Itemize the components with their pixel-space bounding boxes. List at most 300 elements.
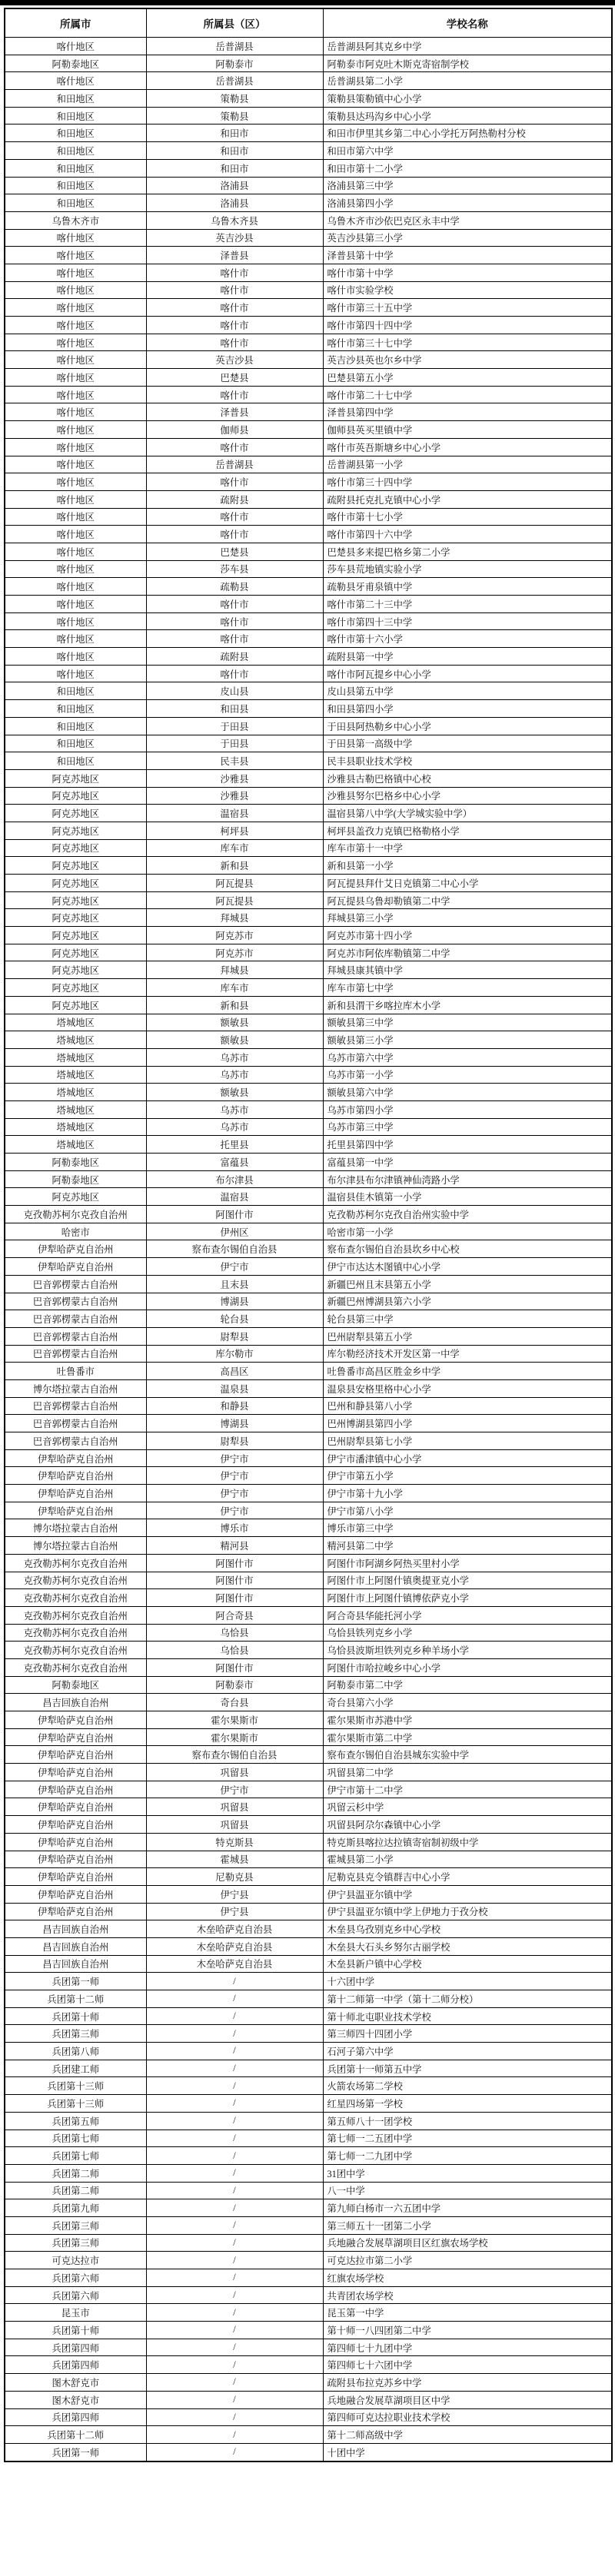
county-cell: 和静县	[146, 1397, 323, 1415]
table-row	[5, 1118, 612, 1136]
city-cell: 伊犁哈萨克自治州	[5, 1502, 146, 1519]
city-cell: 兵团第十三师	[5, 2077, 146, 2095]
table-row	[5, 1379, 612, 1397]
city-cell: 伊犁哈萨克自治州	[5, 1781, 146, 1798]
table-row	[5, 1642, 612, 1659]
city-cell: 伊犁哈萨克自治州	[5, 1851, 146, 1868]
county-cell: 博乐市	[146, 1519, 323, 1537]
school-cell: 巴楚县多来提巴格乡第二小学	[323, 543, 612, 560]
county-cell: /	[146, 2339, 323, 2356]
table-header	[5, 8, 612, 38]
city-cell: 吐鲁番市	[5, 1363, 146, 1380]
county-cell: 喀什市	[146, 281, 323, 299]
city-cell: 喀什地区	[5, 543, 146, 560]
school-cell: 和田市伊里其乡第二中心小学托万阿热勒村分校	[323, 124, 612, 142]
city-cell: 塔城地区	[5, 1118, 146, 1136]
school-cell: 托里县第四中学	[323, 1136, 612, 1154]
county-cell: 巴楚县	[146, 543, 323, 560]
table-row	[5, 1676, 612, 1694]
county-cell: /	[146, 2216, 323, 2234]
city-cell: 喀什地区	[5, 264, 146, 281]
county-cell: 和田市	[146, 142, 323, 160]
city-cell: 巴音郭楞蒙古自治州	[5, 1310, 146, 1328]
county-cell: 巩留县	[146, 1816, 323, 1834]
table-row	[5, 1554, 612, 1572]
county-cell: 轮台县	[146, 1310, 323, 1328]
table-row	[5, 612, 612, 630]
school-cell: 岳普湖县第一小学	[323, 456, 612, 473]
table-row	[5, 944, 612, 961]
table-row	[5, 2043, 612, 2060]
school-cell: 木垒县新户镇中心学校	[323, 1955, 612, 1973]
city-cell: 博尔塔拉蒙古自治州	[5, 1537, 146, 1555]
table-row	[5, 2060, 612, 2077]
school-cell: 喀什市第四十四中学	[323, 317, 612, 334]
school-cell: 温宿县第八中学(大学城实验中学）	[323, 805, 612, 822]
county-cell: /	[146, 2304, 323, 2322]
school-cell: 巴州博湖县第四小学	[323, 1415, 612, 1432]
county-cell: 额敏县	[146, 1031, 323, 1049]
table-row	[5, 281, 612, 299]
county-cell: /	[146, 2199, 323, 2217]
school-cell: 疏勒县牙甫泉镇中学	[323, 578, 612, 596]
school-cell: 和田市第六中学	[323, 142, 612, 160]
table-row	[5, 2408, 612, 2426]
county-cell: 喀什市	[146, 508, 323, 526]
county-cell: /	[146, 2060, 323, 2077]
city-cell: 阿克苏地区	[5, 857, 146, 875]
table-row	[5, 526, 612, 543]
table-row	[5, 2339, 612, 2356]
school-cell: 昆玉第一中学	[323, 2304, 612, 2322]
page-body	[0, 5, 615, 2462]
county-cell: 阿图什市	[146, 1206, 323, 1223]
school-cell: 策勒县策勒镇中心小学	[323, 90, 612, 108]
county-cell: 伊州区	[146, 1223, 323, 1240]
school-cell: 喀什市第二十三中学	[323, 596, 612, 613]
school-cell: 喀什市第十中学	[323, 264, 612, 281]
table-row	[5, 2426, 612, 2444]
school-cell: 泽普县第四中学	[323, 403, 612, 421]
school-cell: 奇台县第六小学	[323, 1694, 612, 1711]
city-cell: 图木舒克市	[5, 2391, 146, 2408]
county-cell: 温宿县	[146, 805, 323, 822]
school-cell: 英吉沙县英也尔乡中学	[323, 351, 612, 369]
county-cell: 喀什市	[146, 386, 323, 403]
city-cell: 喀什地区	[5, 456, 146, 473]
city-cell: 塔城地区	[5, 1031, 146, 1049]
school-cell: 伊宁市达达木图镇中心小学	[323, 1258, 612, 1276]
county-cell: 伊宁市	[146, 1449, 323, 1467]
table-row	[5, 1415, 612, 1432]
school-cell: 克孜勒苏柯尔克孜自治州实验中学	[323, 1206, 612, 1223]
city-cell: 伊犁哈萨克自治州	[5, 1240, 146, 1258]
city-cell: 巴音郭楞蒙古自治州	[5, 1432, 146, 1450]
county-cell: 疏附县	[146, 648, 323, 666]
county-cell: 乌鲁木齐县	[146, 211, 323, 229]
county-cell: 拜城县	[146, 909, 323, 927]
city-cell: 兵团第四师	[5, 2356, 146, 2374]
table-row	[5, 403, 612, 421]
county-cell: 精河县	[146, 1537, 323, 1555]
city-cell: 和田地区	[5, 194, 146, 212]
school-cell: 疏附县托克扎克镇中心小学	[323, 490, 612, 508]
county-cell: /	[146, 2408, 323, 2426]
county-cell: /	[146, 2077, 323, 2095]
city-cell: 阿克苏地区	[5, 839, 146, 857]
county-cell: /	[146, 2130, 323, 2147]
city-cell: 伊犁哈萨克自治州	[5, 1885, 146, 1903]
county-cell: 博湖县	[146, 1415, 323, 1432]
school-cell: 洛浦县第四小学	[323, 194, 612, 212]
city-cell: 喀什地区	[5, 351, 146, 369]
school-cell: 额敏县第六中学	[323, 1084, 612, 1101]
county-cell: 喀什市	[146, 334, 323, 351]
city-cell: 和田地区	[5, 700, 146, 718]
city-cell: 伊犁哈萨克自治州	[5, 1449, 146, 1467]
table-row	[5, 1014, 612, 1031]
school-cell: 第十二师高级中学	[323, 2426, 612, 2444]
school-cell: 巴州尉犁县第五小学	[323, 1327, 612, 1345]
table-row	[5, 2095, 612, 2113]
county-cell: 乌苏市	[146, 1066, 323, 1084]
school-cell: 喀什市第二十七中学	[323, 386, 612, 403]
school-cell: 温宿县佳木镇第一小学	[323, 1188, 612, 1206]
county-cell: 巴楚县	[146, 369, 323, 387]
school-cell: 第十师北屯职业技术学校	[323, 2007, 612, 2025]
school-cell: 沙雅县努尔巴格乡中心小学	[323, 787, 612, 805]
county-cell: /	[146, 2252, 323, 2269]
city-cell: 昌吉回族自治州	[5, 1694, 146, 1711]
school-cell: 富蕴县第一中学	[323, 1154, 612, 1171]
table-row	[5, 247, 612, 264]
city-cell: 巴音郭楞蒙古自治州	[5, 1327, 146, 1345]
city-cell: 和田地区	[5, 735, 146, 752]
table-row	[5, 1764, 612, 1781]
school-cell: 石河子第六中学	[323, 2043, 612, 2060]
table-row	[5, 1154, 612, 1171]
school-cell: 巴楚县第五小学	[323, 369, 612, 387]
county-cell: 乌苏市	[146, 1048, 323, 1066]
county-cell: 莎车县	[146, 560, 323, 578]
table-row	[5, 2374, 612, 2392]
school-cell: 第四师可克达拉职业技术学校	[323, 2408, 612, 2426]
school-cell: 精河县第二中学	[323, 1537, 612, 1555]
school-cell: 喀什市第三十四中学	[323, 473, 612, 491]
table-row	[5, 1851, 612, 1868]
county-cell: 阿合奇县	[146, 1606, 323, 1624]
city-cell: 阿克苏地区	[5, 875, 146, 892]
table-row	[5, 2007, 612, 2025]
table-row	[5, 1345, 612, 1363]
school-cell: 第五师八十一团学校	[323, 2112, 612, 2130]
header-row	[5, 8, 612, 38]
city-cell: 和田地区	[5, 717, 146, 735]
county-cell: 额敏县	[146, 1014, 323, 1031]
school-cell: 新疆巴州博湖县第六小学	[323, 1293, 612, 1310]
table-row	[5, 839, 612, 857]
city-cell: 兵团第二师	[5, 2182, 146, 2199]
county-cell: 乌恰县	[146, 1642, 323, 1659]
table-row	[5, 752, 612, 770]
city-cell: 阿克苏地区	[5, 805, 146, 822]
city-cell: 和田地区	[5, 90, 146, 108]
table-row	[5, 1240, 612, 1258]
city-cell: 可克达拉市	[5, 2252, 146, 2269]
header-cell-city: 所属市	[5, 8, 146, 38]
city-cell: 阿勒泰地区	[5, 1170, 146, 1188]
county-cell: /	[146, 2322, 323, 2339]
table-row	[5, 1868, 612, 1886]
table-row	[5, 2147, 612, 2165]
table-row	[5, 1973, 612, 1990]
city-cell: 阿克苏地区	[5, 891, 146, 909]
school-cell: 十团中学	[323, 2443, 612, 2461]
table-row	[5, 1066, 612, 1084]
table-row	[5, 1885, 612, 1903]
school-cell: 喀什市第四十三中学	[323, 612, 612, 630]
school-cell: 阿克苏市第十四小学	[323, 927, 612, 944]
table-row	[5, 456, 612, 473]
table-row	[5, 1781, 612, 1798]
county-cell: 英吉沙县	[146, 229, 323, 247]
school-cell: 策勒县达玛沟乡中心小学	[323, 107, 612, 124]
school-cell: 兵地融合发展草湖项目区中学	[323, 2391, 612, 2408]
table-row	[5, 107, 612, 124]
city-cell: 兵团第一师	[5, 1973, 146, 1990]
county-cell: 伊宁市	[146, 1485, 323, 1502]
school-cell: 库车市第十一中学	[323, 839, 612, 857]
table-row	[5, 2356, 612, 2374]
table-row	[5, 334, 612, 351]
county-cell: 木垒哈萨克自治县	[146, 1955, 323, 1973]
city-cell: 兵团第六师	[5, 2286, 146, 2304]
county-cell: 岳普湖县	[146, 72, 323, 90]
city-cell: 和田地区	[5, 124, 146, 142]
table-row	[5, 1258, 612, 1276]
table-row	[5, 1658, 612, 1676]
city-cell: 喀什地区	[5, 526, 146, 543]
table-row	[5, 90, 612, 108]
city-cell: 喀什地区	[5, 560, 146, 578]
county-cell: 乌恰县	[146, 1624, 323, 1642]
city-cell: 喀什地区	[5, 386, 146, 403]
city-cell: 昌吉回族自治州	[5, 1955, 146, 1973]
school-cell: 沙雅县古勒巴格镇中心校	[323, 769, 612, 787]
city-cell: 喀什地区	[5, 473, 146, 491]
county-cell: /	[146, 2025, 323, 2043]
school-cell: 第三师四十四团小学	[323, 2025, 612, 2043]
table-row	[5, 682, 612, 700]
table-row	[5, 2182, 612, 2199]
table-row	[5, 891, 612, 909]
table-row	[5, 1816, 612, 1834]
city-cell: 克孜勒苏柯尔克孜自治州	[5, 1554, 146, 1572]
school-cell: 第七师一二五团中学	[323, 2130, 612, 2147]
city-cell: 巴音郭楞蒙古自治州	[5, 1415, 146, 1432]
table-row	[5, 2199, 612, 2217]
city-cell: 兵团第二师	[5, 2164, 146, 2182]
city-cell: 阿勒泰地区	[5, 1676, 146, 1694]
city-cell: 喀什地区	[5, 403, 146, 421]
table-row	[5, 142, 612, 160]
school-cell: 乌鲁木齐市沙依巴克区永丰中学	[323, 211, 612, 229]
county-cell: 沙雅县	[146, 769, 323, 787]
city-cell: 伊犁哈萨克自治州	[5, 1764, 146, 1781]
school-cell: 博乐市第三中学	[323, 1519, 612, 1537]
table-row	[5, 1711, 612, 1729]
school-cell: 第十师一八四团第二中学	[323, 2322, 612, 2339]
county-cell: 喀什市	[146, 264, 323, 281]
county-cell: 奇台县	[146, 1694, 323, 1711]
county-cell: /	[146, 2007, 323, 2025]
city-cell: 伊犁哈萨克自治州	[5, 1711, 146, 1729]
city-cell: 和田地区	[5, 682, 146, 700]
city-cell: 昌吉回族自治州	[5, 1937, 146, 1955]
city-cell: 兵团第九师	[5, 2199, 146, 2217]
school-cell: 第四师七十九团中学	[323, 2339, 612, 2356]
school-cell: 火箭农场第二学校	[323, 2077, 612, 2095]
county-cell: 喀什市	[146, 299, 323, 317]
county-cell: 霍尔果斯市	[146, 1711, 323, 1729]
school-cell: 伽师县英买里镇中学	[323, 421, 612, 439]
table-row	[5, 1537, 612, 1555]
county-cell: 岳普湖县	[146, 456, 323, 473]
county-cell: 喀什市	[146, 596, 323, 613]
county-cell: 喀什市	[146, 612, 323, 630]
school-cell: 红旗农场学校	[323, 2269, 612, 2287]
school-cell: 喀什市第十六小学	[323, 630, 612, 648]
city-cell: 喀什地区	[5, 72, 146, 90]
table-row	[5, 1485, 612, 1502]
school-cell: 阿图什市阿湖乡阿热买里村小学	[323, 1554, 612, 1572]
table-row	[5, 438, 612, 456]
county-cell: 巩留县	[146, 1764, 323, 1781]
city-cell: 昆玉市	[5, 2304, 146, 2322]
school-cell: 库尔勒经济技术开发区第一中学	[323, 1345, 612, 1363]
table-row	[5, 2025, 612, 2043]
county-cell: 伊宁市	[146, 1258, 323, 1276]
county-cell: 皮山县	[146, 682, 323, 700]
county-cell: 于田县	[146, 717, 323, 735]
city-cell: 喀什地区	[5, 334, 146, 351]
city-cell: 喀什地区	[5, 508, 146, 526]
city-cell: 阿克苏地区	[5, 769, 146, 787]
table-row	[5, 1903, 612, 1920]
city-cell: 阿勒泰地区	[5, 55, 146, 72]
schools-table	[4, 8, 613, 2462]
city-cell: 阿克苏地区	[5, 909, 146, 927]
city-cell: 兵团第十三师	[5, 2095, 146, 2113]
county-cell: /	[146, 2164, 323, 2182]
county-cell: 额敏县	[146, 1084, 323, 1101]
table-row	[5, 38, 612, 55]
county-cell: /	[146, 2234, 323, 2252]
table-row	[5, 1920, 612, 1938]
county-cell: 泽普县	[146, 247, 323, 264]
school-cell: 第十二师第一中学（第十二师分校）	[323, 1990, 612, 2008]
table-row	[5, 2164, 612, 2182]
school-cell: 于田县第一高级中学	[323, 735, 612, 752]
city-cell: 兵团第七师	[5, 2147, 146, 2165]
county-cell: 霍城县	[146, 1851, 323, 1868]
school-cell: 乌苏市第六中学	[323, 1048, 612, 1066]
city-cell: 克孜勒苏柯尔克孜自治州	[5, 1606, 146, 1624]
county-cell: 布尔津县	[146, 1170, 323, 1188]
county-cell: 乌苏市	[146, 1118, 323, 1136]
school-cell: 尼勒克县克令镇群吉中心小学	[323, 1868, 612, 1886]
school-cell: 库车市第七中学	[323, 979, 612, 997]
school-cell: 轮台县第三中学	[323, 1310, 612, 1328]
table-row	[5, 1746, 612, 1764]
table-row	[5, 2130, 612, 2147]
table-row	[5, 2252, 612, 2269]
county-cell: 温宿县	[146, 1188, 323, 1206]
table-body	[5, 38, 612, 2461]
county-cell: 伊宁县	[146, 1885, 323, 1903]
table-row	[5, 717, 612, 735]
school-cell: 察布查尔锡伯自治县城东实验中学	[323, 1746, 612, 1764]
city-cell: 巴音郭楞蒙古自治州	[5, 1345, 146, 1363]
county-cell: 博湖县	[146, 1293, 323, 1310]
school-cell: 疏附县布拉克苏乡中学	[323, 2374, 612, 2392]
school-cell: 拜城县康其镇中学	[323, 961, 612, 979]
county-cell: /	[146, 2443, 323, 2461]
school-cell: 额敏县第三小学	[323, 1031, 612, 1049]
county-cell: /	[146, 2286, 323, 2304]
city-cell: 伊犁哈萨克自治州	[5, 1485, 146, 1502]
city-cell: 昌吉回族自治州	[5, 1920, 146, 1938]
school-cell: 乌恰县波斯坦铁列克乡种羊场小学	[323, 1642, 612, 1659]
table-row	[5, 369, 612, 387]
school-cell: 喀什市第四十六中学	[323, 526, 612, 543]
table-row	[5, 543, 612, 560]
school-cell: 乌苏市第四小学	[323, 1100, 612, 1118]
table-row	[5, 2216, 612, 2234]
table-row	[5, 473, 612, 491]
table-row	[5, 1310, 612, 1328]
county-cell: 喀什市	[146, 317, 323, 334]
county-cell: 阿图什市	[146, 1554, 323, 1572]
school-cell: 阿瓦提县拜什艾日克镇第二中心小学	[323, 875, 612, 892]
school-cell: 喀什市实验学校	[323, 281, 612, 299]
county-cell: 木垒哈萨克自治县	[146, 1937, 323, 1955]
school-cell: 十六团中学	[323, 1973, 612, 1990]
table-row	[5, 1606, 612, 1624]
school-cell: 乌恰县铁列克乡小学	[323, 1624, 612, 1642]
table-row	[5, 264, 612, 281]
city-cell: 伊犁哈萨克自治州	[5, 1746, 146, 1764]
city-cell: 克孜勒苏柯尔克孜自治州	[5, 1658, 146, 1676]
table-row	[5, 1467, 612, 1485]
city-cell: 阿克苏地区	[5, 787, 146, 805]
table-row	[5, 351, 612, 369]
table-row	[5, 700, 612, 718]
school-cell: 吐鲁番市高昌区胜金乡中学	[323, 1363, 612, 1380]
table-row	[5, 996, 612, 1014]
table-row	[5, 1031, 612, 1049]
city-cell: 塔城地区	[5, 1084, 146, 1101]
table-row	[5, 1206, 612, 1223]
city-cell: 伊犁哈萨克自治州	[5, 1816, 146, 1834]
county-cell: 策勒县	[146, 90, 323, 108]
city-cell: 阿克苏地区	[5, 996, 146, 1014]
county-cell: 阿克苏市	[146, 944, 323, 961]
county-cell: 特克斯县	[146, 1833, 323, 1851]
table-row	[5, 1990, 612, 2008]
city-cell: 兵团建工师	[5, 2060, 146, 2077]
city-cell: 克孜勒苏柯尔克孜自治州	[5, 1624, 146, 1642]
